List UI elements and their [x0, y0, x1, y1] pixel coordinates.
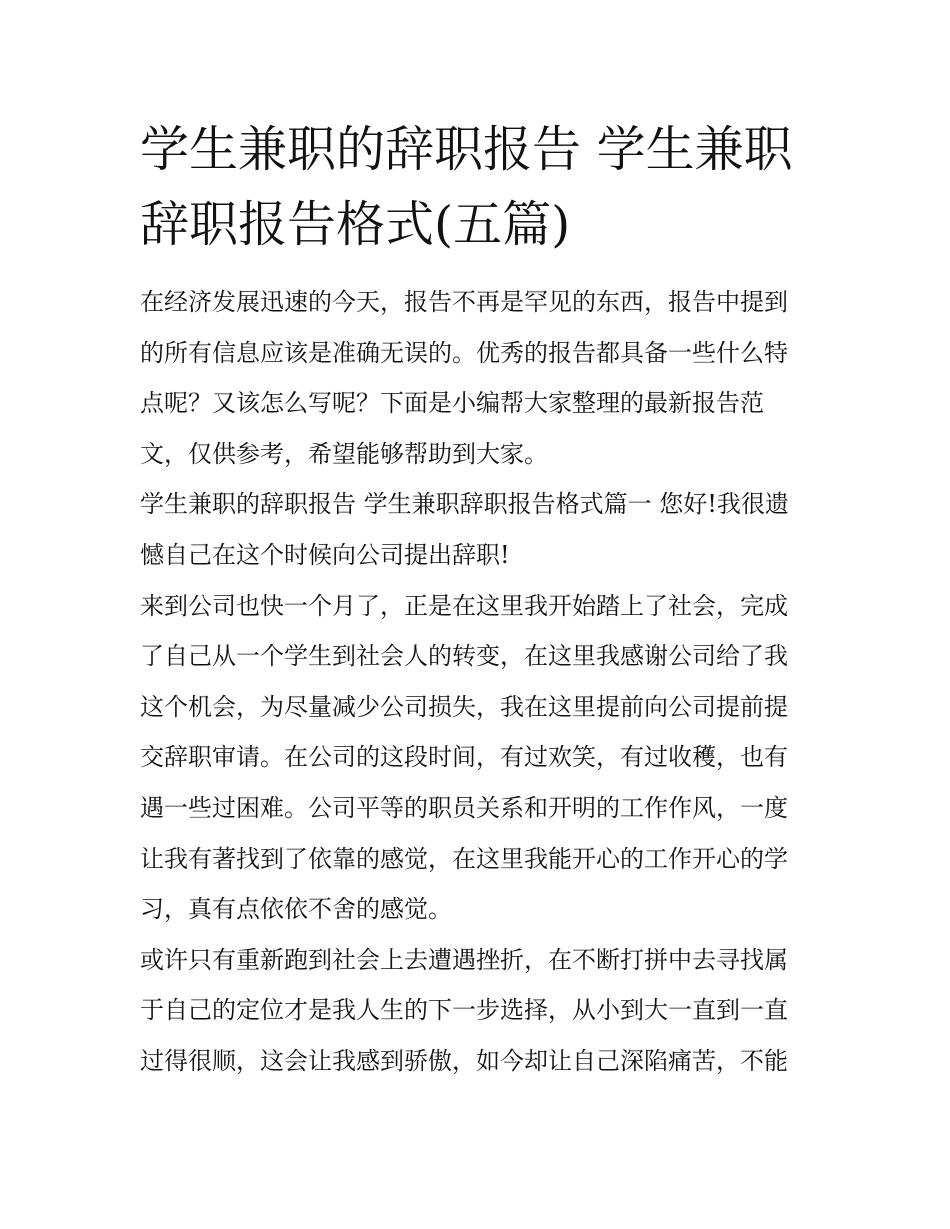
body-text-line: 过得很顺，这会让我感到骄傲，如今却让自己深陷痛苦，不能 — [140, 1046, 788, 1075]
body-text-line: 遇一些过困难。公司平等的职员关系和开明的工作作风，一度 — [140, 793, 788, 822]
body-text-line: 的所有信息应该是准确无误的。优秀的报告都具备一些什么特 — [140, 338, 788, 367]
body-text-line: 来到公司也快一个月了，正是在这里我开始踏上了社会，完成 — [140, 591, 788, 620]
body-text-line: 交辞职审请。在公司的这段时间，有过欢笑，有过收穫，也有 — [140, 743, 788, 772]
body-text-line: 了自己从一个学生到社会人的转变，在这里我感谢公司给了我 — [140, 642, 788, 671]
body-text-line: 让我有著找到了依靠的感觉，在这里我能开心的工作开心的学 — [140, 844, 788, 873]
title-line: 辞职报告格式(五篇) — [140, 196, 571, 253]
body-text-line: 这个机会，为尽量减少公司损失，我在这里提前向公司提前提 — [140, 692, 788, 721]
body-text-line: 于自己的定位才是我人生的下一步选择，从小到大一直到一直 — [140, 996, 788, 1025]
document-title — [140, 112, 840, 262]
body-text-line: 习，真有点依依不舍的感觉。 — [140, 895, 452, 924]
body-text-line: 文，仅供参考，希望能够帮助到大家。 — [140, 439, 548, 468]
body-text-line: 在经济发展迅速的今天，报告不再是罕见的东西，报告中提到 — [140, 288, 788, 316]
body-text-line: 憾自己在这个时候向公司提出辞职! — [140, 540, 510, 569]
body-text-line: 或许只有重新跑到社会上去遭遇挫折，在不断打拼中去寻找属 — [140, 945, 788, 974]
document-body — [140, 277, 840, 1087]
body-text-line: 点呢？又该怎么写呢？下面是小编帮大家整理的最新报告范 — [140, 389, 764, 418]
title-line: 学生兼职的辞职报告 学生兼职 — [140, 121, 793, 178]
body-text-line: 学生兼职的辞职报告 学生兼职辞职报告格式篇一 您好!我很遗 — [140, 490, 789, 519]
